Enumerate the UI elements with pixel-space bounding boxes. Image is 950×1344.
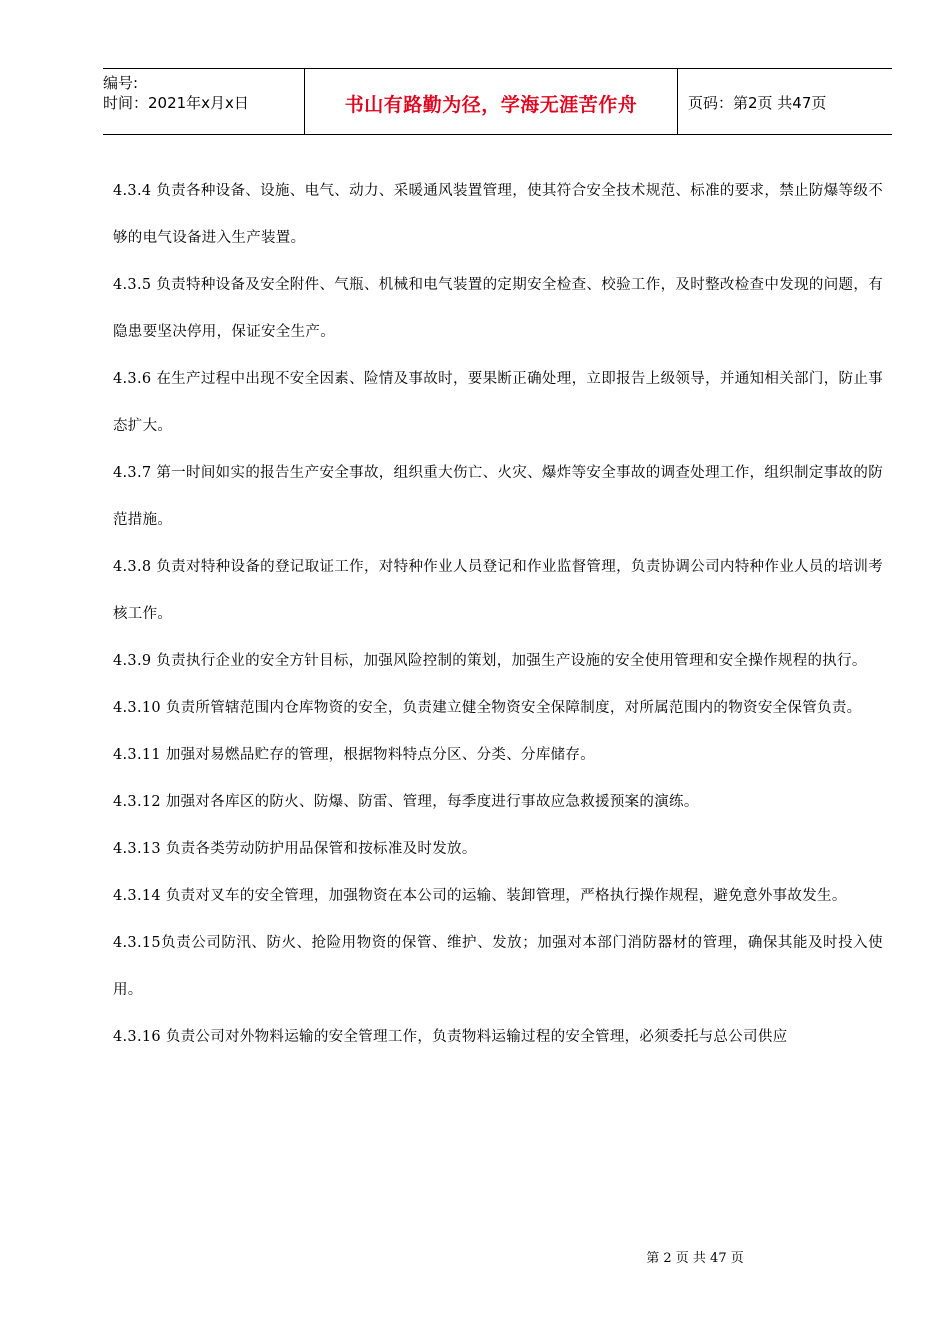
paragraph-4-3-7: 4.3.7 第一时间如实的报告生产安全事故，组织重大伤亡、火灾、爆炸等安全事故的调查处理工作，组织制定事故的防范措施。 (113, 465, 883, 528)
paragraph-4-3-10: 4.3.10 负责所管辖范围内仓库物资的安全，负责建立健全物资安全保障制度，对所属范围内的物资安全保管负责。 (113, 700, 862, 716)
paragraph-4-3-8: 4.3.8 负责对特种设备的登记取证工作，对特种作业人员登记和作业监督管理，负责协调公司内特种作业人员的培训考核工作。 (113, 559, 883, 622)
paragraph-4-3-14: 4.3.14 负责对叉车的安全管理，加强物资在本公司的运输、装卸管理，严格执行操作规程，避免意外事故发生。 (113, 888, 847, 904)
paragraph-4-3-12: 4.3.12 加强对各库区的防火、防爆、防雷、管理，每季度进行事故应急救援预案的演练。 (113, 794, 699, 810)
paragraph-4-3-9: 4.3.9 负责执行企业的安全方针目标，加强风险控制的策划，加强生产设施的安全使用管理和安全操作规程的执行。 (113, 653, 867, 669)
paragraph-4-3-6: 4.3.6 在生产过程中出现不安全因素、险情及事故时，要果断正确处理，立即报告上级领导，并通知相关部门，防止事态扩大。 (113, 371, 883, 434)
header-page-info: 页码：第2页 共47页 (688, 94, 827, 112)
header-meta (103, 69, 304, 134)
paragraph-4-3-4: 4.3.4 负责各种设备、设施、电气、动力、采暖通风装置管理，使其符合安全技术规范、标准的要求，禁止防爆等级不够的电气设备进入生产装置。 (113, 183, 883, 246)
document-header (103, 68, 892, 135)
page-footer: 第 2 页 共 47 页 (646, 1251, 744, 1266)
paragraph-4-3-15: 4.3.15负责公司防汛、防火、抢险用物资的保管、维护、发放；加强对本部门消防器材的管理，确保其能及时投入使用。 (113, 935, 883, 998)
time-label: 时间：2021年x月x日 (103, 94, 249, 112)
header-motto: 书山有路勤为径，学海无涯苦作舟 (304, 69, 678, 134)
document-body (113, 168, 883, 1061)
paragraph-4-3-13: 4.3.13 负责各类劳动防护用品保管和按标准及时发放。 (113, 841, 477, 857)
number-label: 编号: (103, 74, 139, 92)
paragraph-4-3-11: 4.3.11 加强对易燃品贮存的管理，根据物料特点分区、分类、分库储存。 (113, 747, 596, 763)
paragraph-4-3-16: 4.3.16 负责公司对外物料运输的安全管理工作，负责物料运输过程的安全管理，必须委托与总公司供应 (113, 1029, 788, 1045)
paragraph-4-3-5: 4.3.5 负责特种设备及安全附件、气瓶、机械和电气装置的定期安全检查、校验工作，及时整改检查中发现的问题，有隐患要坚决停用，保证安全生产。 (113, 277, 883, 340)
